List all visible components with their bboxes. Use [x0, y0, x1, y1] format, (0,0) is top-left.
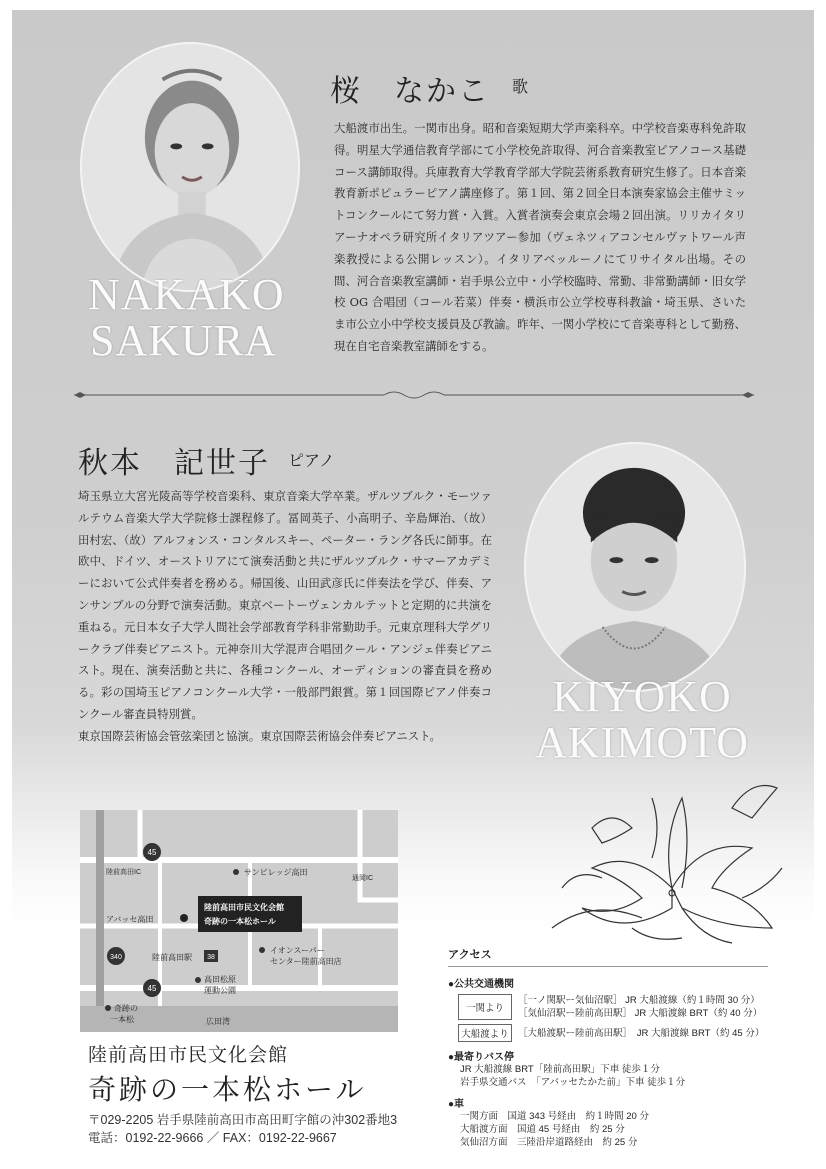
- venue-pin-icon: [180, 914, 188, 922]
- car-route-3: 気仙沼方面 三陸沿岸道路経由 約 25 分: [460, 1137, 638, 1148]
- abasse-label: アバッセ高田: [106, 915, 154, 924]
- venue-marker-box: [198, 896, 302, 932]
- performer-name-akimoto: 秋本 記世子: [78, 446, 270, 481]
- car-heading: ●車: [448, 1099, 465, 1110]
- from-ofunato-label: 大船渡より: [458, 1024, 512, 1042]
- bus-route-2: 岩手県交通バス 「アバッセたかた前」下車 徒歩１分: [460, 1077, 686, 1088]
- performer-name-sakura: 桜 なかこ: [330, 74, 490, 109]
- car-route-1: 一関方面 国道 343 号経由 約１時間 20 分: [460, 1111, 649, 1122]
- car-route-2: 大船渡方面 国道 45 号経由 約 25 分: [460, 1124, 625, 1135]
- bio-text: 大船渡市出生。一関市出身。昭和音楽短期大学声楽科卒。中学校音楽専科免許取得。明星大学通信教育学部にて小学校免許取得、河合音楽教室ピアノコース基礎コース講師取得。兵庫教育大学教育学部大学院芸術系教育研究生修了。日本音楽教育新ポピュラーピアノ講座修了。第１回、第２回全日本演奏家協会主催サミットコンクールにて努力賞・入賞。入賞者演奏会東京会場２回出演。リリカイタリアーナオペラ研究所イタリアツアー参加（ヴェネツィアコンセルヴァトワール声楽教授による公開レッスン）。イタリアベッルーノにてリサイタル出場。その間、河合音楽教室講師・岩手県公立中・小学校臨時、常勤、非常勤講師・旧女学校 OG 合唱団（コール若菜）伴奏・横浜市公立学校専科教諭・埼玉県、さいたま市公立小中学校支援員及び教諭。昨年、一関小学校にて音楽専科として勤務、現在自宅音楽教室講師をする。: [334, 121, 746, 353]
- venue-label-2: 奇跡の一本松ホール: [204, 917, 276, 926]
- route-340-text: 340: [110, 954, 122, 961]
- bio-extra-text: 東京国際芸術協会管弦楽団と協演。東京国際芸術協会伴奏ピアニスト。: [78, 728, 441, 743]
- kessen-ic-label: 通岡IC: [352, 875, 373, 882]
- portrait-akimoto-image: [526, 444, 744, 690]
- aeon-label-2: センター陸前高田店: [270, 957, 342, 966]
- venue-address: 〒029-2205 岩手県陸前高田市高田町字館の沖302番地3: [88, 1113, 398, 1127]
- venue-label-1: 陸前高田市民文化会館: [204, 903, 284, 912]
- venue-hall-title: 奇跡の一本松ホール: [88, 1073, 367, 1106]
- sun-village-label: サンビレッジ高田: [244, 868, 308, 877]
- english-name-line1: KIYOKO: [552, 672, 732, 721]
- english-name-sakura: [88, 272, 285, 364]
- access-heading: アクセス: [448, 946, 768, 967]
- bay-label: 広田湾: [206, 1017, 230, 1026]
- lily-illustration: [532, 768, 792, 948]
- portrait-photo-akimoto: [524, 442, 746, 692]
- role-piano: ピアノ: [288, 451, 335, 470]
- ornamental-divider: [74, 390, 754, 400]
- bio-sakura: [334, 118, 746, 358]
- bio-text: 埼玉県立大宮光陵高等学校音楽科、東京音楽大学卒業。ザルツブルク・モーツァルテウム音楽大学大学院修士課程修了。冨岡英子、小高明子、辛島輝治、（故）田村宏、（故）アルフォンス・コンタルスキー、ペーター・ラング各氏に師事。在欧中、ドイツ、オーストリアにて演奏活動と共にザルツブルク・サマーアカデミーにおいて公式伴奏者を務める。帰国後、山田武彦氏に伴奏法を学び、伴奏、アンサンブルの分野で演奏活動。東京ベートーヴェンカルテットと定期的に共演を重ねる。元日本女子大学人間社会学部教育学科非常勤助手。元東京理科大学グリークラブ伴奏ピアニスト。元神奈川大学混声合唱団クール・アンジェ伴奏ピアニスト。現在、演奏活動と共に、各種コンクール、オーディションの審査員を務める。彩の国埼玉ピアノコンクール大学・一般部門銀賞。第１回国際ピアノ伴奏コンクール審査員特別賞。: [78, 489, 492, 721]
- rikuzen-ic-label: 陸前高田IC: [106, 869, 141, 876]
- bus-route-1: JR 大船渡線 BRT「陸前高田駅」下車 徒歩１分: [460, 1064, 660, 1075]
- pine-label-2: 一本松: [110, 1015, 134, 1024]
- aeon-label-1: イオンスーパー: [270, 946, 325, 955]
- ichinoseki-route-2: ［気仙沼駅ー陸前高田駅］ JR 大船渡線 BRT（約 40 分）: [518, 1008, 763, 1019]
- venue-name: 陸前高田市民文化会館: [88, 1044, 289, 1066]
- flyer-page: [12, 10, 814, 1160]
- ichinoseki-route-1: ［一ノ関駅ー気仙沼駅］ JR 大船渡線（約１時間 30 分）: [518, 995, 760, 1006]
- access-info: [448, 946, 788, 1149]
- public-transport-heading: ●公共交通機関: [448, 979, 515, 990]
- english-name-line2: SAKURA: [90, 316, 277, 365]
- route-45-top-text: 45: [147, 848, 157, 857]
- station-label: 陸前高田駅: [152, 953, 192, 962]
- route-38-text: 38: [207, 954, 215, 961]
- role-vocal: 歌: [512, 77, 529, 96]
- from-ichinoseki-label: 一関より: [458, 994, 512, 1020]
- portrait-sakura-image: [82, 44, 298, 290]
- park-label-2: 運動公園: [204, 986, 236, 995]
- english-name-line1: NAKAKO: [88, 270, 285, 319]
- bus-stop-heading: ●最寄りバス停: [448, 1052, 515, 1063]
- ofunato-route-1: ［大船渡駅ー陸前高田駅］ JR 大船渡線 BRT（約 45 分）: [518, 1027, 765, 1039]
- venue-phone-fax: 電話：0192-22-9666 ／ FAX：0192-22-9667: [88, 1131, 337, 1145]
- route-from-ofunato: [448, 1024, 788, 1042]
- venue-map: [80, 810, 398, 1032]
- park-label-1: 高田松原: [204, 975, 236, 984]
- english-name-line2: AKIMOTO: [535, 718, 749, 767]
- route-45-bottom-text: 45: [147, 984, 157, 993]
- route-from-ichinoseki: [448, 994, 788, 1020]
- pine-label-1: 奇跡の: [114, 1004, 138, 1013]
- bio-akimoto: [78, 486, 492, 748]
- english-name-akimoto: [528, 674, 756, 766]
- portrait-photo-sakura: [80, 42, 300, 292]
